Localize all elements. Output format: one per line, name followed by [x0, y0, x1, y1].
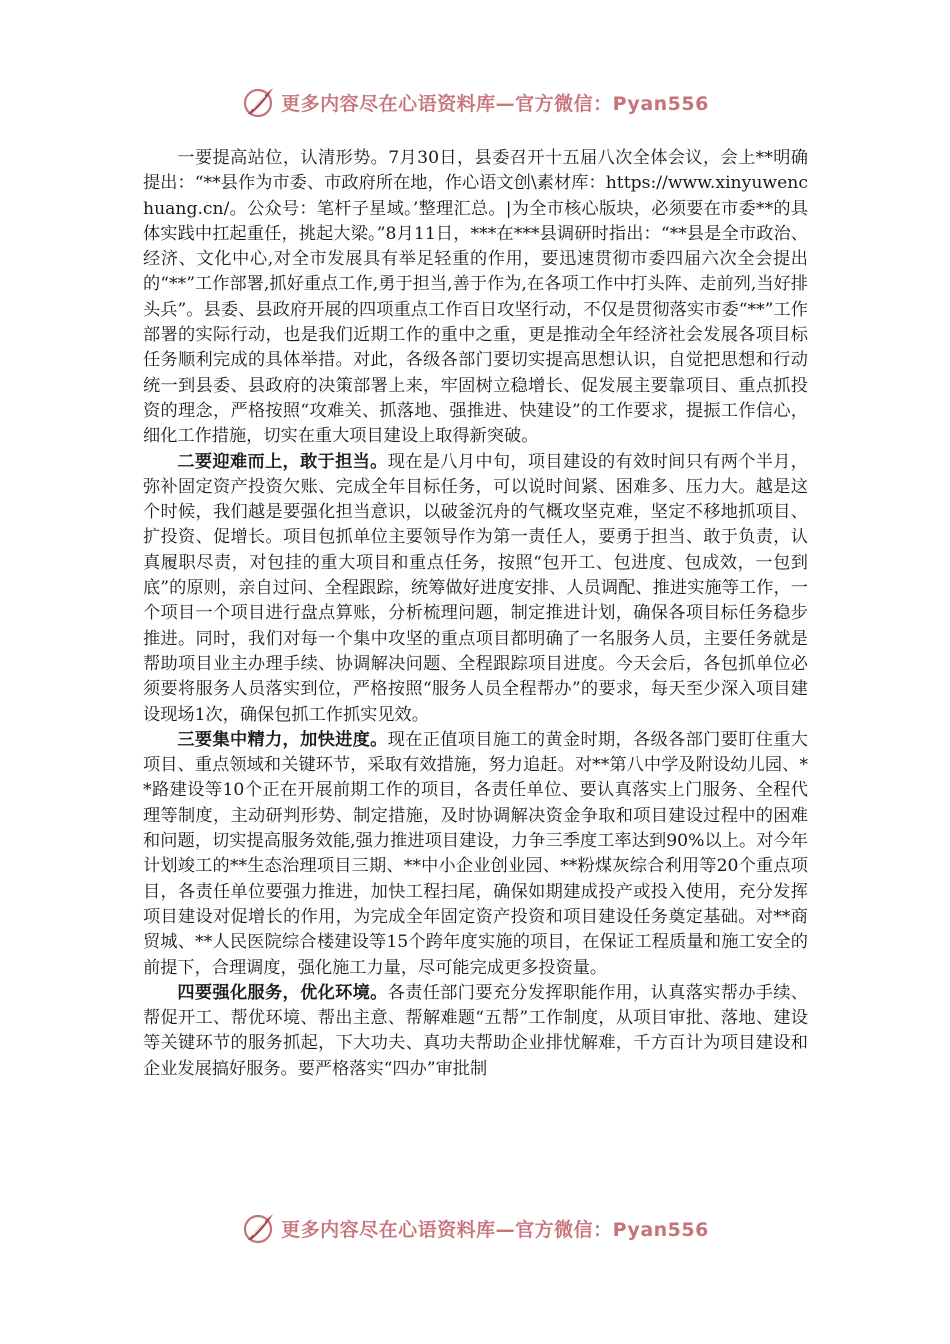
paragraph-1	[143, 146, 808, 450]
paragraph-3-text: 现在正值项目施工的黄金时期，各级各部门要盯住重大项目、重点领域和关键环节，采取有效措施，努力追赶。对**第八中学及附设幼儿园、**路建设等10个正在开展前期工作的项目，各责任单位、要认真落实上门服务、全程代理等制度，主动研判形势、制定措施，及时协调解决资金争取和项目建设过程中的困难和问题，切实提高服务效能,强力推进项目建设，力争三季度工率达到90%以上。对今年计划竣工的**生态治理项目三期、**中小企业创业园、**粉煤灰综合利用等20个重点项目，各责任单位要强力推进，加快工程扫尾，确保如期建成投产或投入使用，充分发挥项目建设对促增长的作用，为完成全年固定资产投资和项目建设任务奠定基础。对**商贸城、**人民医院综合楼建设等15个跨年度实施的项目，在保证工程质量和施工安全的前提下，合理调度，强化施工力量，尽可能完成更多投资量。	[143, 729, 808, 978]
quill-logo-icon	[241, 84, 277, 120]
paragraph-2	[143, 450, 808, 728]
paragraph-4-heading: 四要强化服务，优化环境。	[177, 982, 388, 1003]
paragraph-2-text: 现在是八月中旬，项目建设的有效时间只有两个半月，弥补固定资产投资欠账、完成全年目标任务，可以说时间紧、困难多、压力大。越是这个时候，我们越是要强化担当意识，以破釜沉舟的气概攻坚克难，坚定不移地抓项目、扩投资、促增长。项目包抓单位主要领导作为第一责任人，要勇于担当、敢于负责，认真履职尽责，对包挂的重大项目和重点任务，按照“包开工、包进度、包成效，一包到底”的原则，亲自过问、全程跟踪，统筹做好进度安排、人员调配、推进实施等工作，一个项目一个项目进行盘点算账，分析梳理问题，制定推进计划，确保各项目标任务稳步推进。同时，我们对每一个集中攻坚的重点项目都明确了一名服务人员，主要任务就是帮助项目业主办理手续、协调解决问题、全程跟踪项目进度。今天会后，各包抓单位必须要将服务人员落实到位，严格按照“服务人员全程帮办”的要求，每天至少深入项目建设现场1次，确保包抓工作抓实见效。	[143, 451, 808, 725]
banner-text: 更多内容尽在心语资料库—官方微信：Pyan556	[281, 1218, 709, 1241]
document-body	[143, 146, 808, 1082]
paragraph-3	[143, 728, 808, 981]
banner-text: 更多内容尽在心语资料库—官方微信：Pyan556	[281, 92, 709, 115]
paragraph-1-text: 一要提高站位，认清形势。7月30日，县委召开十五届八次全体会议，会上**明确提出：“**县作为市委、市政府所在地，作心语文创\素材库：https://www.xinyuwenchuang.cn/。公众号：笔杆子星域。’整理汇总。|为全市核心版块，必须要在市委**的具体实践中扛起重任，挑起大梁。”8月11日，***在***县调研时指出：“**县是全市政治、经济、文化中心,对全市发展具有举足轻重的作用，要迅速贯彻市委四届六次全会提出的“**”工作部署,抓好重点工作,勇于担当,善于作为,在各项工作中打头阵、走前列,当好排头兵”。县委、县政府开展的四项重点工作百日攻坚行动，不仅是贯彻落实市委“**”工作部署的实际行动，也是我们近期工作的重中之重，更是推动全年经济社会发展各项目标任务顺利完成的具体举措。对此，各级各部门要切实提高思想认识，自觉把思想和行动统一到县委、县政府的决策部署上来，牢固树立稳增长、促发展主要靠项目、重点抓投资的理念，严格按照“攻难关、抓落地、强推进、快建设”的工作要求，提振工作信心，细化工作措施，切实在重大项目建设上取得新突破。	[143, 148, 808, 447]
paragraph-3-heading: 三要集中精力，加快进度。	[177, 729, 388, 750]
header-banner	[0, 80, 950, 124]
footer-banner	[0, 1206, 950, 1250]
quill-logo-icon	[241, 1210, 277, 1246]
paragraph-2-heading: 二要迎难而上，敢于担当。	[177, 451, 388, 472]
paragraph-4-text: 各责任部门要充分发挥职能作用，认真落实帮办手续、帮促开工、帮优环境、帮出主意、帮解难题“五帮”工作制度，从项目审批、落地、建设等关键环节的服务抓起，下大功夫、真功夫帮助企业排忧解难，千方百计为项目建设和企业发展搞好服务。要严格落实“四办”审批制	[143, 982, 808, 1079]
paragraph-4	[143, 981, 808, 1082]
